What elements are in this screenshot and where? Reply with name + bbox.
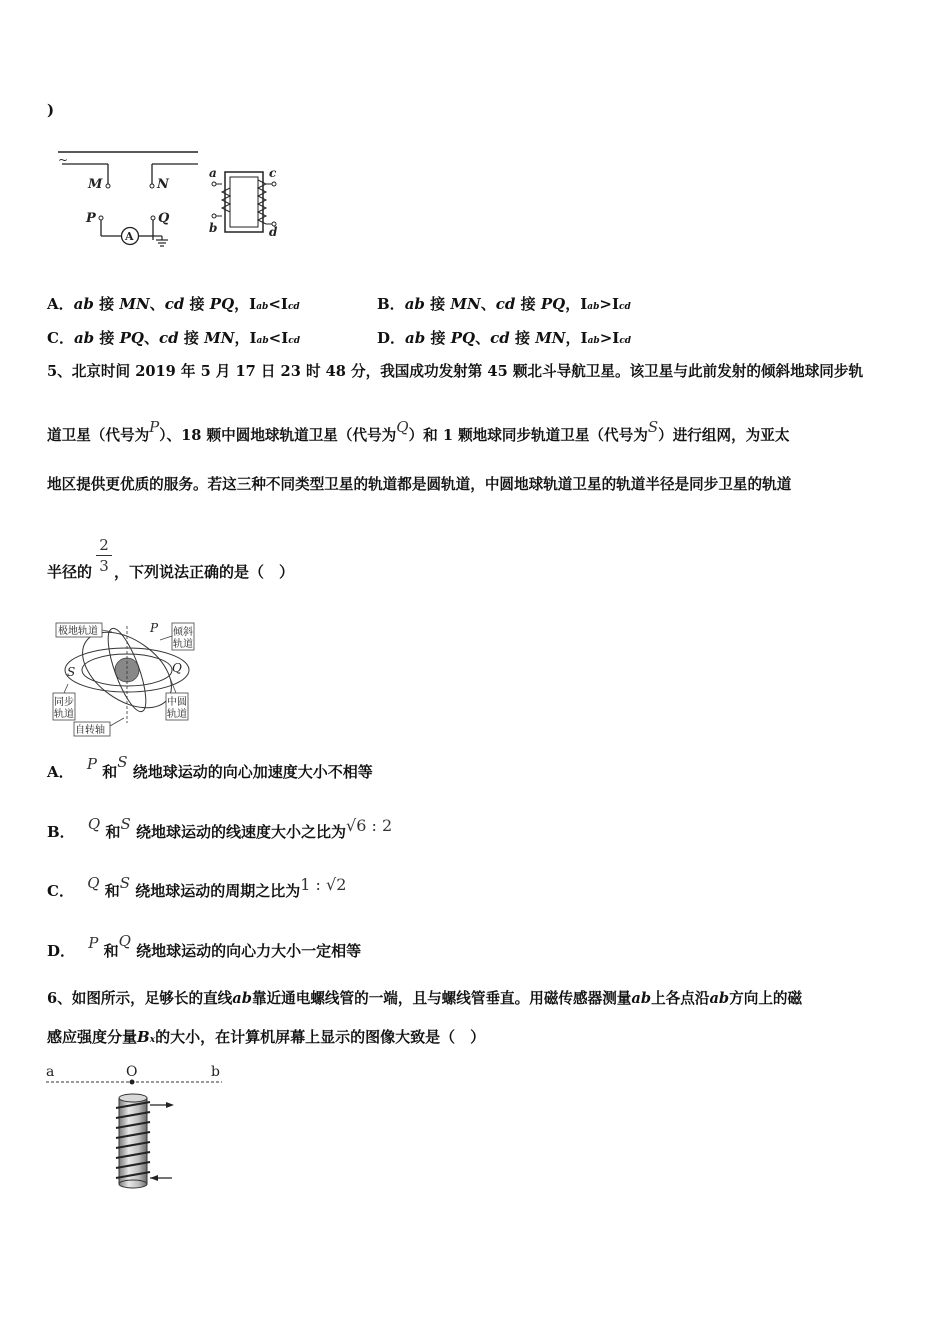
label-d: d (269, 225, 278, 239)
q6-line-1: 6、如图所示，足够长的直线ab靠近通电螺线管的一端，且与螺线管垂直。用磁传感器测量ab上各点沿ab方向上的磁 (47, 990, 803, 1007)
label-meo-1: 中圆 (167, 697, 187, 708)
label-a: a (46, 1064, 55, 1080)
label-a: a (209, 166, 217, 180)
q5-fraction (96, 536, 112, 575)
label-ac: ~ (58, 153, 69, 167)
q4-option-c[interactable]: C．ab 接 PQ、cd 接 MN，Iab<Icd (47, 329, 301, 347)
fraction-denominator: 3 (99, 557, 109, 575)
label-S-sat: S (67, 665, 76, 679)
q5-option-c[interactable]: C． Q 和S 绕地球运动的周期之比为1 : √2 (47, 874, 347, 900)
label-geo-1: 同步 (54, 697, 74, 708)
q4-close-paren: ) (47, 101, 55, 119)
label-geo-2: 轨道 (54, 709, 74, 720)
label-axis: 自转轴 (75, 725, 105, 736)
q5-option-a[interactable]: A． P 和S 绕地球运动的向心加速度大小不相等 (47, 753, 373, 781)
label-N: N (157, 177, 169, 192)
fraction-numerator: 2 (99, 536, 109, 554)
arrow-out-icon (166, 1102, 174, 1108)
label-O: O (126, 1064, 138, 1080)
label-meo-2: 轨道 (167, 709, 187, 720)
q5-line-4-prefix: 半径的 (47, 563, 93, 581)
label-Q: Q (158, 211, 170, 226)
q4-option-b[interactable]: B．ab 接 MN、cd 接 PQ，Iab>Icd (377, 295, 631, 313)
q5-line-3: 地区提供更优质的服务。若这三种不同类型卫星的轨道都是圆轨道，中圆地球轨道卫星的轨道半径是同步卫星的轨道 (47, 476, 792, 493)
q4-circuit-figure (50, 140, 290, 252)
label-inclined-2: 轨道 (173, 639, 193, 650)
label-c: c (269, 166, 277, 180)
q6-line-2: 感应强度分量Bx的大小，在计算机屏幕上显示的图像大致是（ ） (47, 1028, 486, 1046)
label-P-sat: P (150, 621, 159, 635)
label-M: M (88, 177, 103, 192)
q5-orbit-figure (50, 618, 200, 738)
label-b: b (211, 1064, 220, 1080)
q6-solenoid-figure (44, 1062, 234, 1194)
fraction-bar (96, 555, 112, 556)
q4-option-d[interactable]: D．ab 接 PQ、cd 接 MN，Iab>Icd (377, 329, 632, 347)
label-A: A (125, 230, 134, 243)
q4-option-a[interactable]: A．ab 接 MN、cd 接 PQ，Iab<Icd (47, 295, 300, 313)
q5-line-4-suffix: ，下列说法正确的是（ ） (114, 563, 295, 581)
label-inclined-1: 倾斜 (173, 627, 193, 638)
q5-line-1: 5、北京时间 2019 年 5 月 17 日 23 时 48 分，我国成功发射第 45 颗北斗导航卫星。该卫星与此前发射的倾斜地球同步轨 (47, 363, 864, 380)
point-O (130, 1080, 135, 1085)
label-b: b (209, 221, 218, 235)
label-polar-orbit: 极地轨道 (58, 626, 98, 637)
q5-option-b[interactable]: B． Q 和S 绕地球运动的线速度大小之比为√6 : 2 (47, 815, 393, 841)
arrow-in-icon (150, 1175, 158, 1181)
label-Q-sat: Q (172, 661, 182, 675)
q5-option-d[interactable]: D． P 和Q 绕地球运动的向心力大小一定相等 (47, 932, 362, 960)
label-P: P (86, 211, 96, 226)
q5-line-2: 道卫星（代号为P）、18 颗中圆地球轨道卫星（代号为Q）和 1 颗地球同步轨道卫星（代号为S）进行组网，为亚太 (47, 418, 790, 444)
